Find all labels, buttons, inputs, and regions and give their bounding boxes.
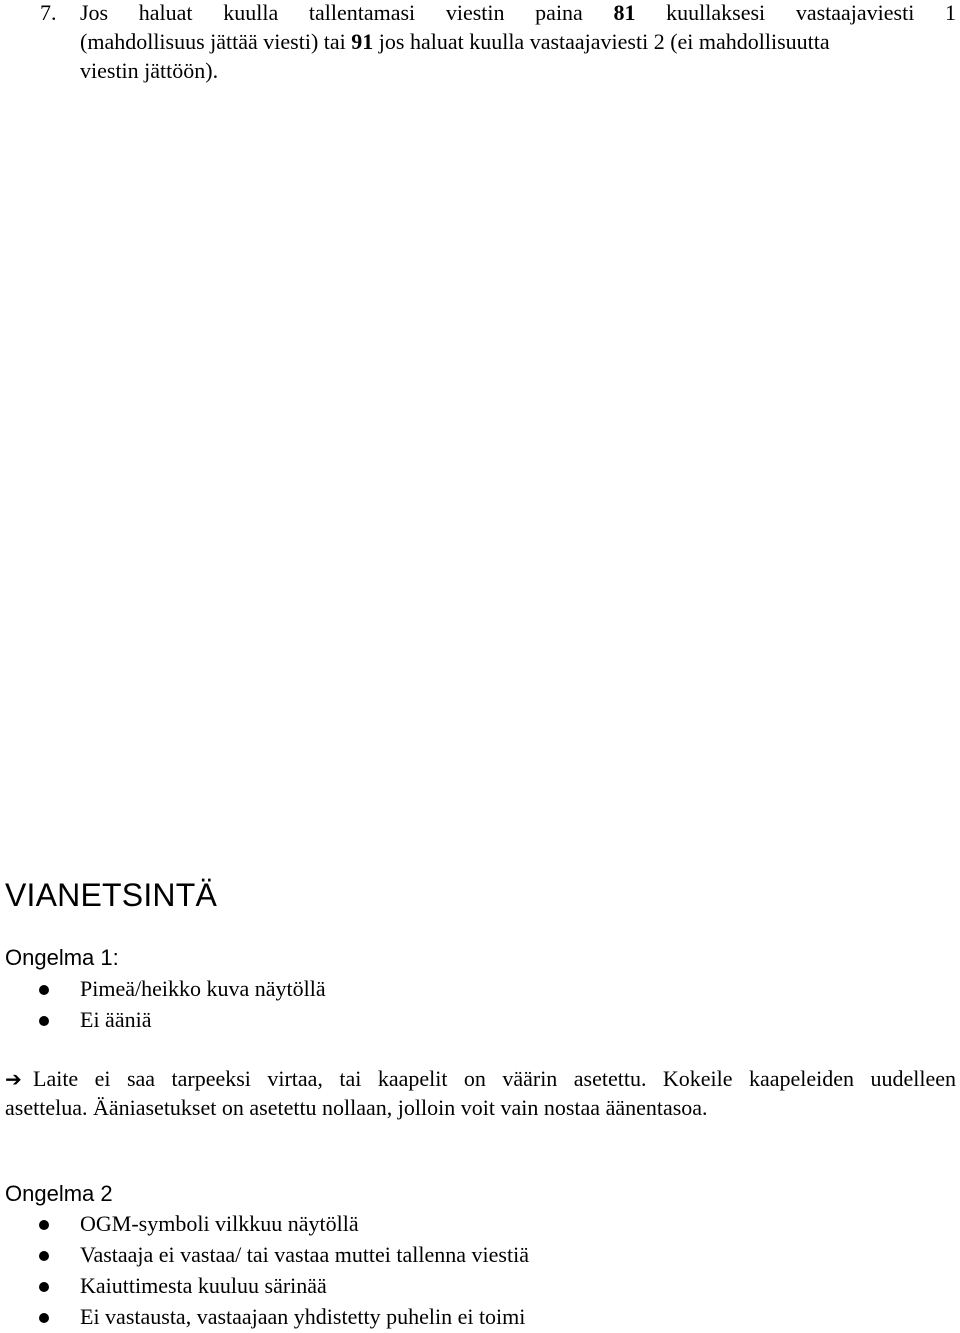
symptom-text: Pimeä/heikko kuva näytöllä <box>80 976 326 1001</box>
symptom-text: OGM-symboli vilkkuu näytöllä <box>80 1211 359 1236</box>
troubleshooting-title: VIANETSINTÄ <box>5 877 218 913</box>
solution-line-1 <box>5 1064 956 1094</box>
item-line-1 <box>80 0 956 28</box>
bullet-icon <box>39 1282 49 1292</box>
key-code-81: 81 <box>613 0 636 25</box>
bullet-icon <box>39 1313 49 1323</box>
bullet-icon <box>39 1016 49 1026</box>
solution-line-1-text: Laite ei saa tarpeeksi virtaa, tai kaapelit on väärin asetettu. Kokeile kaapeleiden uudelleen <box>33 1066 956 1091</box>
symptom-text: Ei ääniä <box>80 1007 152 1032</box>
symptom-text: Vastaaja ei vastaa/ tai vastaa muttei tallenna viestiä <box>80 1242 529 1267</box>
bullet-icon <box>39 1220 49 1230</box>
symptom-text: Ei vastausta, vastaajaan yhdistetty puhelin ei toimi <box>80 1304 526 1329</box>
bullet-icon <box>39 1251 49 1261</box>
item-line-2-text-a: (mahdollisuus jättää viesti) tai <box>80 29 346 54</box>
problem-2-heading: Ongelma 2 <box>5 1181 113 1206</box>
bullet-icon <box>39 985 49 995</box>
symptom-text: Kaiuttimesta kuuluu särinää <box>80 1273 327 1298</box>
item-line-3: viestin jättöön). <box>80 58 219 83</box>
item-line-2 <box>80 27 956 57</box>
solution-line-2: asettelua. Ääniasetukset on asetettu nollaan, jolloin voit vain nostaa äänentasoa. <box>5 1095 708 1120</box>
item-line-1-text-b: kuullaksesi vastaajaviesti 1 <box>666 0 957 25</box>
item-line-1-text-a: Jos haluat kuulla tallentamasi viestin paina <box>80 0 583 25</box>
arrow-right-icon: ➔ <box>5 1067 22 1091</box>
key-code-91: 91 <box>351 29 374 54</box>
problem-1-heading: Ongelma 1: <box>5 945 119 970</box>
item-line-2-text-b: jos haluat kuulla vastaajaviesti 2 (ei mahdollisuutta <box>378 29 830 54</box>
item-number: 7. <box>40 0 57 25</box>
